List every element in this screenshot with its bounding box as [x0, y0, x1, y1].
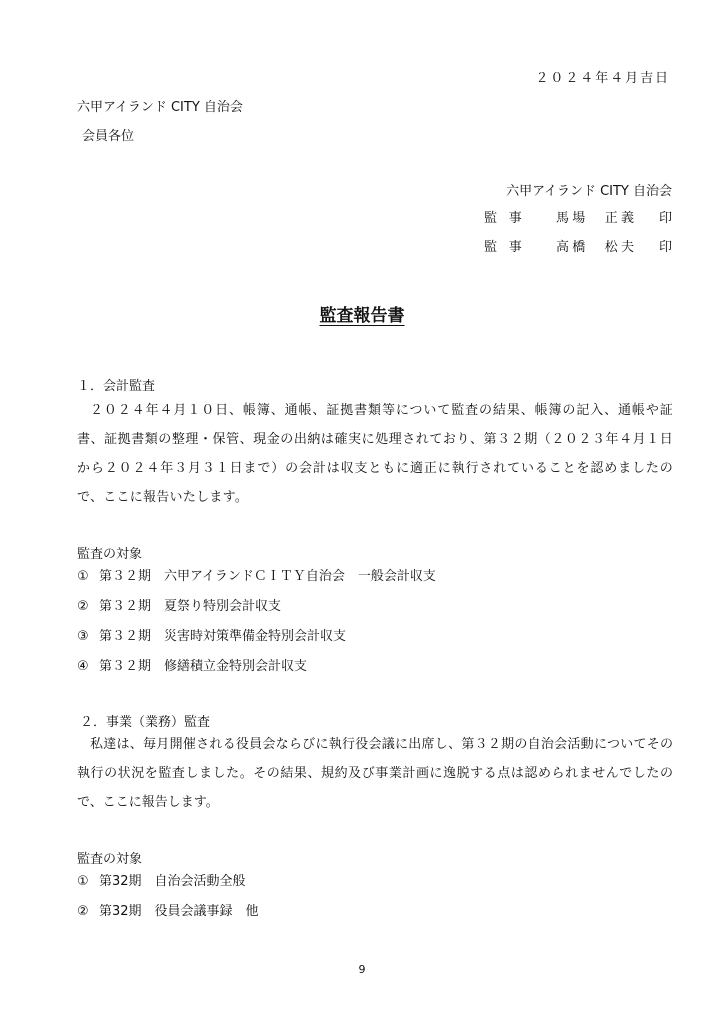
- document-date: ２０２４年４月吉日: [535, 71, 670, 86]
- audit-target-list: [77, 562, 436, 682]
- list-item: [77, 652, 436, 682]
- item-number: ①: [77, 569, 89, 584]
- list-item: [77, 622, 436, 652]
- section-heading-accounting-audit: １．会計監査: [77, 379, 156, 394]
- item-text: 第３２期 六甲アイランドＣＩＴＹ自治会 一般会計収支: [99, 569, 436, 584]
- document-title: 監査報告書: [319, 306, 405, 326]
- item-number: ②: [77, 599, 89, 614]
- auditor-name: 馬場 正義: [556, 211, 638, 226]
- seal-mark: 印: [658, 240, 672, 255]
- item-number: ④: [77, 659, 89, 674]
- item-text: 第32期 自治会活動全般: [99, 874, 246, 889]
- item-number: ③: [77, 629, 89, 644]
- list-item: [77, 867, 259, 897]
- item-text: 第３２期 修繕積立金特別会計収支: [99, 659, 308, 674]
- item-number: ①: [77, 874, 89, 889]
- list-item: [77, 897, 259, 927]
- section-heading-business-audit: ２．事業（業務）監査: [80, 715, 211, 730]
- item-text: 第32期 役員会議事録 他: [99, 904, 259, 919]
- seal-mark: 印: [658, 211, 672, 226]
- section-body-business-audit: 私達は、毎月開催される役員会ならびに執行役会議に出席し、第３２期の自治会活動についてその執行の状況を監査しました。その結果、規約及び事業計画に逸脱する点は認められませんでしたので、ここに報告します。: [77, 737, 673, 810]
- audit-target-list: [77, 867, 259, 927]
- audit-targets-label: 監査の対象: [77, 547, 143, 562]
- section-body-accounting-audit: ２０２４年４月１０日、帳簿、通帳、証拠書類等について監査の結果、帳簿の記入、通帳や証書、証拠書類の整理・保管、現金の出納は確実に処理されており、第３２期（２０２３年４月１日から２０２４年３月３１日まで）の会計は収支ともに適正に執行されていることを認めましたので、ここに報告いたします。: [77, 403, 673, 505]
- auditor-role: 監事: [484, 211, 534, 226]
- page-number: 9: [358, 963, 366, 976]
- item-text: 第３２期 災害時対策準備金特別会計収支: [99, 629, 347, 644]
- recipient-organization: 六甲アイランド CITY 自治会: [77, 100, 243, 115]
- list-item: [77, 592, 436, 622]
- auditor-name: 高橋 松夫: [556, 240, 638, 255]
- recipient-members: 会員各位: [82, 129, 135, 144]
- auditor-line: [484, 207, 672, 226]
- list-item: [77, 562, 436, 592]
- audit-targets-label: 監査の対象: [77, 852, 143, 867]
- sender-organization: 六甲アイランド CITY 自治会: [506, 184, 672, 199]
- auditor-line: [484, 236, 672, 255]
- item-number: ②: [77, 904, 89, 919]
- item-text: 第３２期 夏祭り特別会計収支: [99, 599, 282, 614]
- auditor-role: 監事: [484, 240, 534, 255]
